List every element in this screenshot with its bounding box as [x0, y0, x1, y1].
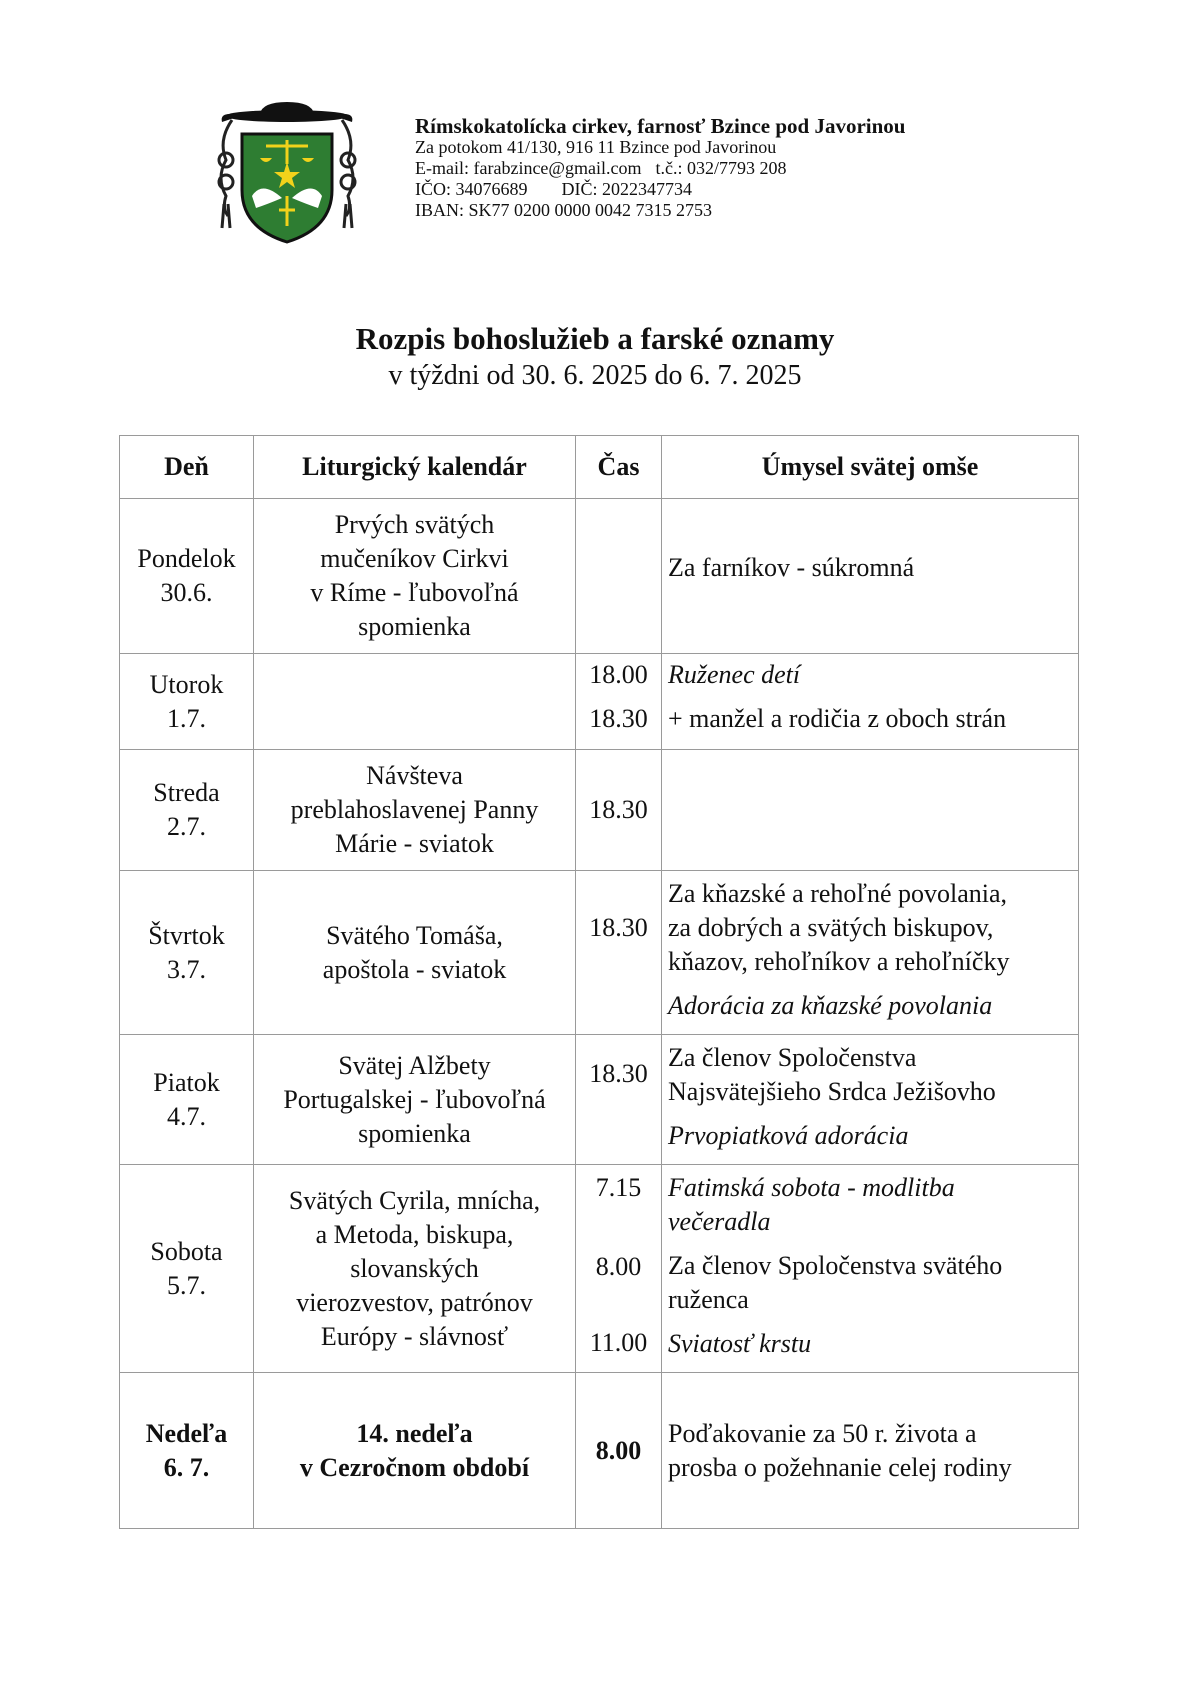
table-row: [120, 750, 1079, 871]
intent-cell: [662, 1373, 1079, 1529]
mass-intent: Sviatosť krstu: [668, 1329, 812, 1358]
day-cell: [120, 871, 254, 1035]
liturgy-line: spomienka: [358, 1118, 471, 1148]
liturgy-line: Svätých Cyrila, mnícha,: [288, 1185, 541, 1215]
mass-intent-line: večeradla: [668, 1207, 771, 1236]
org-address: Za potokom 41/130, 916 11 Bzince pod Javorinou: [415, 137, 777, 157]
table-row: [120, 654, 1079, 750]
letterhead: [212, 100, 1112, 250]
liturgy-cell: [254, 1035, 576, 1165]
org-ico: IČO: 34076689: [415, 179, 528, 199]
day-cell: [120, 1373, 254, 1529]
time-cell: [576, 654, 662, 750]
day-name: Streda: [153, 778, 220, 807]
liturgy-cell: [254, 499, 576, 654]
liturgy-line: preblahoslavenej Panny: [290, 795, 539, 824]
schedule-table: [119, 435, 1079, 1529]
day-date: 5.7.: [167, 1270, 206, 1300]
intent-cell: [662, 1035, 1079, 1165]
time-cell: [576, 750, 662, 871]
org-email: E-mail: farabzince@gmail.com: [415, 158, 642, 178]
time-cell: [576, 499, 662, 654]
liturgy-line: Návšteva: [366, 761, 463, 790]
day-date: 1.7.: [167, 703, 206, 733]
intent-cell: [662, 499, 1079, 654]
liturgy-line: mučeníkov Cirkvi: [320, 544, 509, 573]
org-dic: DIČ: 2022347734: [561, 179, 692, 199]
org-ids: [415, 179, 905, 200]
header-liturgy: Liturgický kalendár: [254, 436, 576, 499]
mass-time: 18.30: [589, 795, 648, 824]
org-phone: t.č.: 032/7793 208: [655, 158, 787, 178]
intent-cell: [662, 871, 1079, 1035]
table-row: [120, 1373, 1079, 1529]
day-name: Pondelok: [137, 544, 236, 573]
liturgy-line: Svätého Tomáša,: [326, 920, 503, 950]
day-cell: [120, 750, 254, 871]
liturgy-line: spomienka: [358, 612, 471, 641]
document-title: [0, 320, 1190, 394]
liturgy-cell: [254, 750, 576, 871]
day-date: 6. 7.: [163, 1452, 210, 1482]
day-cell: [120, 1165, 254, 1373]
title-main: Rozpis bohoslužieb a farské oznamy: [355, 321, 835, 356]
header-intent: Úmysel svätej omše: [662, 436, 1079, 499]
liturgy-cell: [254, 871, 576, 1035]
day-date: 3.7.: [167, 954, 206, 984]
parish-info: [415, 116, 905, 221]
table-header-row: [120, 436, 1079, 499]
liturgy-line: slovanských: [350, 1253, 479, 1283]
mass-intent-line: prosba o požehnanie celej rodiny: [668, 1452, 1012, 1482]
mass-intent-line: Za kňazské a rehoľné povolania,: [668, 879, 1008, 908]
header-day: Deň: [120, 436, 254, 499]
liturgy-line: v Cezročnom období: [299, 1452, 530, 1482]
day-cell: [120, 1035, 254, 1165]
mass-intent-line: kňazov, rehoľníkov a rehoľníčky: [668, 947, 1010, 976]
liturgy-line: Márie - sviatok: [335, 829, 494, 858]
table-row: [120, 1165, 1079, 1373]
mass-time: 18.30: [589, 1059, 648, 1088]
mass-intent: Za farníkov - súkromná: [668, 553, 915, 582]
liturgy-line: Svätej Alžbety: [338, 1050, 491, 1080]
day-name: Sobota: [150, 1236, 223, 1266]
time-cell: [576, 871, 662, 1035]
mass-intent: Adorácia za kňazské povolania: [668, 991, 993, 1020]
mass-intent-line: Za členov Spoločenstva svätého: [668, 1251, 1003, 1280]
mass-intent-line: Za členov Spoločenstva: [668, 1043, 917, 1072]
org-iban: IBAN: SK77 0200 0000 0042 7315 2753: [415, 200, 713, 220]
liturgy-line: Európy - slávnosť: [320, 1321, 509, 1351]
mass-intent-line: Fatimská sobota - modlitba: [668, 1173, 955, 1202]
mass-time: 18.30: [589, 913, 648, 942]
time-cell: [576, 1373, 662, 1529]
table-row: [120, 871, 1079, 1035]
day-date: 4.7.: [167, 1101, 206, 1131]
org-name: Rímskokatolícka cirkev, farnosť Bzince pod Javorinou: [415, 114, 906, 138]
table-row: [120, 499, 1079, 654]
title-sub: v týždni od 30. 6. 2025 do 6. 7. 2025: [388, 360, 802, 391]
liturgy-line: Portugalskej - ľubovoľná: [283, 1084, 546, 1114]
liturgy-line: Prvých svätých: [334, 510, 495, 539]
header-time: Čas: [576, 436, 662, 499]
liturgy-line: a Metoda, biskupa,: [315, 1219, 514, 1249]
mass-intent: Ruženec detí: [668, 660, 801, 689]
mass-intent: Prvopiatková adorácia: [668, 1121, 909, 1150]
intent-cell: [662, 654, 1079, 750]
day-date: 2.7.: [167, 812, 206, 841]
day-date: 30.6.: [160, 578, 213, 607]
mass-intent-line: za dobrých a svätých biskupov,: [668, 913, 994, 942]
intent-cell: [662, 750, 1079, 871]
day-name: Piatok: [153, 1067, 220, 1097]
time-cell: [576, 1165, 662, 1373]
mass-intent-line: Poďakovanie za 50 r. života a: [668, 1418, 977, 1448]
mass-time: 18.30: [589, 704, 648, 733]
liturgy-line: apoštola - sviatok: [322, 954, 507, 984]
parish-crest-icon: [212, 100, 362, 248]
mass-intent-line: Najsvätejšieho Srdca Ježišovho: [668, 1077, 996, 1106]
liturgy-line: vierozvestov, patrónov: [296, 1287, 533, 1317]
mass-intent-line: ruženca: [668, 1285, 749, 1314]
org-contact: [415, 158, 905, 179]
mass-time: 8.00: [595, 1252, 642, 1281]
day-cell: [120, 499, 254, 654]
intent-cell: [662, 1165, 1079, 1373]
mass-time: 11.00: [589, 1328, 648, 1357]
liturgy-cell: [254, 1165, 576, 1373]
day-name: Utorok: [149, 669, 224, 699]
liturgy-cell: [254, 1373, 576, 1529]
time-cell: [576, 1035, 662, 1165]
day-name: Štvrtok: [148, 920, 225, 950]
mass-time: 18.00: [589, 660, 648, 689]
day-cell: [120, 654, 254, 750]
mass-time: 7.15: [595, 1173, 642, 1202]
mass-time: 8.00: [595, 1435, 642, 1465]
day-name: Nedeľa: [145, 1418, 228, 1448]
liturgy-cell: [254, 654, 576, 750]
liturgy-line: v Ríme - ľubovoľná: [310, 578, 519, 607]
table-row: [120, 1035, 1079, 1165]
mass-intent: + manžel a rodičia z oboch strán: [668, 704, 1007, 733]
liturgy-line: 14. nedeľa: [356, 1418, 473, 1448]
